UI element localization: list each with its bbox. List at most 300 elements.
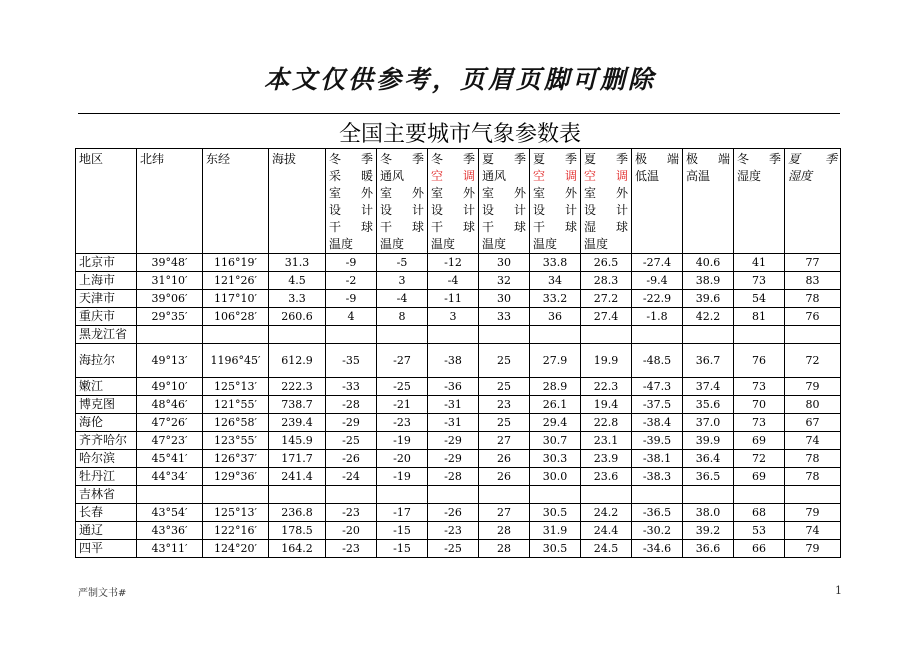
value-cell: 74 <box>785 432 841 450</box>
value-cell <box>734 326 785 344</box>
value-cell: -30.2 <box>632 522 683 540</box>
column-header-line: 空 调 <box>533 169 577 183</box>
city-cell: 长春 <box>76 504 137 522</box>
value-cell: -1.8 <box>632 308 683 326</box>
column-header-line: 室 外 <box>533 186 577 200</box>
value-cell: 33 <box>479 308 530 326</box>
value-cell: 81 <box>734 308 785 326</box>
value-cell: 23 <box>479 396 530 414</box>
value-cell: 36 <box>530 308 581 326</box>
altitude-cell: 171.7 <box>269 450 326 468</box>
value-cell <box>632 326 683 344</box>
value-cell: 3 <box>377 272 428 290</box>
value-cell: 54 <box>734 290 785 308</box>
value-cell: -27.4 <box>632 254 683 272</box>
latitude-cell: 47°26′ <box>137 414 203 432</box>
value-cell: -4 <box>428 272 479 290</box>
value-cell <box>530 326 581 344</box>
value-cell: 27 <box>479 432 530 450</box>
altitude-cell: 4.5 <box>269 272 326 290</box>
value-cell: 24.4 <box>581 522 632 540</box>
value-cell: -19 <box>377 432 428 450</box>
value-cell: 22.8 <box>581 414 632 432</box>
column-header <box>137 149 203 254</box>
value-cell: 25 <box>479 414 530 432</box>
column-header-line: 东经 <box>206 152 231 166</box>
value-cell: 23.1 <box>581 432 632 450</box>
column-header-line: 极 端 <box>686 152 730 166</box>
longitude-cell: 1196°45′ <box>203 344 269 378</box>
value-cell: -24 <box>326 468 377 486</box>
altitude-cell: 612.9 <box>269 344 326 378</box>
value-cell: 70 <box>734 396 785 414</box>
latitude-cell <box>137 326 203 344</box>
latitude-cell: 43°54′ <box>137 504 203 522</box>
column-header-line: 温度 <box>431 237 456 251</box>
latitude-cell <box>137 486 203 504</box>
longitude-cell: 129°36′ <box>203 468 269 486</box>
city-cell: 通辽 <box>76 522 137 540</box>
city-cell: 海拉尔 <box>76 344 137 378</box>
column-header-line: 夏 季 <box>584 152 628 166</box>
altitude-cell: 239.4 <box>269 414 326 432</box>
column-header <box>428 149 479 254</box>
value-cell: 26 <box>479 468 530 486</box>
longitude-cell <box>203 326 269 344</box>
column-header-line: 室 外 <box>584 186 628 200</box>
column-header-line: 低温 <box>635 169 660 183</box>
value-cell <box>632 486 683 504</box>
value-cell: 83 <box>785 272 841 290</box>
value-cell: -25 <box>428 540 479 558</box>
weather-parameter-table <box>75 148 841 558</box>
value-cell: -31 <box>428 396 479 414</box>
longitude-cell: 126°37′ <box>203 450 269 468</box>
value-cell <box>326 326 377 344</box>
value-cell: 30.5 <box>530 504 581 522</box>
value-cell: 31.9 <box>530 522 581 540</box>
latitude-cell: 31°10′ <box>137 272 203 290</box>
value-cell: 26.1 <box>530 396 581 414</box>
altitude-cell: 260.6 <box>269 308 326 326</box>
value-cell: 53 <box>734 522 785 540</box>
value-cell: -25 <box>377 378 428 396</box>
altitude-cell: 145.9 <box>269 432 326 450</box>
value-cell: -36 <box>428 378 479 396</box>
value-cell: 38.0 <box>683 504 734 522</box>
value-cell: 22.3 <box>581 378 632 396</box>
value-cell <box>581 326 632 344</box>
altitude-cell <box>269 326 326 344</box>
table-row <box>76 308 841 326</box>
latitude-cell: 49°10′ <box>137 378 203 396</box>
value-cell <box>479 326 530 344</box>
value-cell <box>785 486 841 504</box>
value-cell: 78 <box>785 468 841 486</box>
altitude-cell: 164.2 <box>269 540 326 558</box>
longitude-cell: 126°58′ <box>203 414 269 432</box>
column-header <box>377 149 428 254</box>
value-cell: 42.2 <box>683 308 734 326</box>
value-cell: 73 <box>734 272 785 290</box>
column-header-line: 夏 季 <box>788 152 837 166</box>
longitude-cell: 122°16′ <box>203 522 269 540</box>
column-header-line: 干 球 <box>533 220 577 234</box>
value-cell: 79 <box>785 378 841 396</box>
value-cell: -31 <box>428 414 479 432</box>
value-cell: 39.2 <box>683 522 734 540</box>
value-cell: 23.9 <box>581 450 632 468</box>
latitude-cell: 44°34′ <box>137 468 203 486</box>
altitude-cell: 241.4 <box>269 468 326 486</box>
value-cell: 73 <box>734 378 785 396</box>
value-cell: -39.5 <box>632 432 683 450</box>
column-header-line: 温度 <box>584 237 609 251</box>
value-cell <box>377 326 428 344</box>
column-header-line: 干 球 <box>329 220 373 234</box>
city-cell: 黑龙江省 <box>76 326 137 344</box>
value-cell: -23 <box>326 504 377 522</box>
value-cell: 27.9 <box>530 344 581 378</box>
value-cell: 79 <box>785 540 841 558</box>
value-cell: -29 <box>326 414 377 432</box>
column-header-line: 极 端 <box>635 152 679 166</box>
value-cell: 3 <box>428 308 479 326</box>
page-header-text: 本文仅供参考，页眉页脚可删除 <box>263 65 656 94</box>
table-row <box>76 254 841 272</box>
value-cell: -20 <box>377 450 428 468</box>
column-header <box>632 149 683 254</box>
value-cell: 19.4 <box>581 396 632 414</box>
value-cell: 37.4 <box>683 378 734 396</box>
column-header-line: 湿度 <box>788 169 813 183</box>
column-header-line: 温度 <box>329 237 354 251</box>
latitude-cell: 45°41′ <box>137 450 203 468</box>
value-cell: 78 <box>785 290 841 308</box>
table-row <box>76 378 841 396</box>
value-cell: 76 <box>785 308 841 326</box>
column-header-line: 室 外 <box>329 186 373 200</box>
longitude-cell: 125°13′ <box>203 378 269 396</box>
value-cell: 69 <box>734 432 785 450</box>
value-cell: 30 <box>479 254 530 272</box>
table-header-row <box>76 149 841 254</box>
table-row <box>76 272 841 290</box>
value-cell: 37.0 <box>683 414 734 432</box>
city-cell: 吉林省 <box>76 486 137 504</box>
value-cell: -27 <box>377 344 428 378</box>
city-cell: 齐齐哈尔 <box>76 432 137 450</box>
column-header-line: 设 计 <box>431 203 475 217</box>
value-cell: 27 <box>479 504 530 522</box>
value-cell <box>683 326 734 344</box>
value-cell: 26.5 <box>581 254 632 272</box>
value-cell: 30.5 <box>530 540 581 558</box>
value-cell: 36.4 <box>683 450 734 468</box>
value-cell: -38.4 <box>632 414 683 432</box>
column-header-line: 设 计 <box>380 203 424 217</box>
value-cell: -48.5 <box>632 344 683 378</box>
value-cell: 33.8 <box>530 254 581 272</box>
latitude-cell: 43°36′ <box>137 522 203 540</box>
value-cell: -5 <box>377 254 428 272</box>
column-header-line: 湿 球 <box>584 220 628 234</box>
table-row <box>76 522 841 540</box>
table-row <box>76 450 841 468</box>
value-cell <box>581 486 632 504</box>
value-cell: -29 <box>428 432 479 450</box>
longitude-cell: 117°10′ <box>203 290 269 308</box>
table-row <box>76 468 841 486</box>
longitude-cell: 106°28′ <box>203 308 269 326</box>
city-cell: 海伦 <box>76 414 137 432</box>
latitude-cell: 39°06′ <box>137 290 203 308</box>
column-header-line: 冬 季 <box>737 152 781 166</box>
table-row <box>76 290 841 308</box>
value-cell: -17 <box>377 504 428 522</box>
latitude-cell: 49°13′ <box>137 344 203 378</box>
column-header-line: 海拔 <box>272 152 297 166</box>
value-cell: -37.5 <box>632 396 683 414</box>
value-cell: 77 <box>785 254 841 272</box>
value-cell: 72 <box>785 344 841 378</box>
column-header-line: 设 计 <box>584 203 628 217</box>
value-cell: 69 <box>734 468 785 486</box>
longitude-cell: 125°13′ <box>203 504 269 522</box>
value-cell: 38.9 <box>683 272 734 290</box>
value-cell: -22.9 <box>632 290 683 308</box>
value-cell: 32 <box>479 272 530 290</box>
value-cell: 25 <box>479 378 530 396</box>
longitude-cell: 121°26′ <box>203 272 269 290</box>
value-cell: -28 <box>326 396 377 414</box>
value-cell: -21 <box>377 396 428 414</box>
column-header <box>479 149 530 254</box>
column-header-line: 夏 季 <box>533 152 577 166</box>
value-cell: -35 <box>326 344 377 378</box>
value-cell: 33.2 <box>530 290 581 308</box>
column-header <box>326 149 377 254</box>
value-cell: 19.9 <box>581 344 632 378</box>
column-header-line: 设 计 <box>533 203 577 217</box>
value-cell: -9 <box>326 254 377 272</box>
value-cell <box>326 486 377 504</box>
city-cell: 牡丹江 <box>76 468 137 486</box>
value-cell <box>785 326 841 344</box>
column-header-line: 通风 <box>482 169 507 183</box>
value-cell: 28.3 <box>581 272 632 290</box>
altitude-cell: 31.3 <box>269 254 326 272</box>
column-header-line: 通风 <box>380 169 405 183</box>
value-cell <box>683 486 734 504</box>
value-cell: 73 <box>734 414 785 432</box>
value-cell: 24.2 <box>581 504 632 522</box>
column-header-line: 地区 <box>79 152 104 166</box>
table-row <box>76 432 841 450</box>
value-cell: -26 <box>326 450 377 468</box>
value-cell: 68 <box>734 504 785 522</box>
table-row <box>76 326 841 344</box>
column-header-line: 温度 <box>380 237 405 251</box>
table-row <box>76 414 841 432</box>
value-cell: 28 <box>479 522 530 540</box>
value-cell: 23.6 <box>581 468 632 486</box>
column-header-line: 干 球 <box>431 220 475 234</box>
value-cell: 30.3 <box>530 450 581 468</box>
table-row <box>76 344 841 378</box>
column-header-line: 温度 <box>533 237 558 251</box>
value-cell: -47.3 <box>632 378 683 396</box>
value-cell: 41 <box>734 254 785 272</box>
value-cell: 36.7 <box>683 344 734 378</box>
value-cell: 28 <box>479 540 530 558</box>
altitude-cell: 222.3 <box>269 378 326 396</box>
value-cell: 28.9 <box>530 378 581 396</box>
column-header <box>785 149 841 254</box>
value-cell: -23 <box>428 522 479 540</box>
value-cell: 72 <box>734 450 785 468</box>
column-header-line: 空 调 <box>584 169 628 183</box>
value-cell: -38.1 <box>632 450 683 468</box>
value-cell: -36.5 <box>632 504 683 522</box>
value-cell: 76 <box>734 344 785 378</box>
header-rule <box>78 113 840 114</box>
value-cell: -38 <box>428 344 479 378</box>
column-header-line: 干 球 <box>380 220 424 234</box>
value-cell: 67 <box>785 414 841 432</box>
longitude-cell: 123°55′ <box>203 432 269 450</box>
column-header-line: 室 外 <box>380 186 424 200</box>
city-cell: 上海市 <box>76 272 137 290</box>
column-header <box>581 149 632 254</box>
value-cell: -23 <box>326 540 377 558</box>
value-cell: 39.6 <box>683 290 734 308</box>
column-header-line: 空 调 <box>431 169 475 183</box>
altitude-cell: 178.5 <box>269 522 326 540</box>
table-row <box>76 396 841 414</box>
city-cell: 哈尔滨 <box>76 450 137 468</box>
value-cell <box>479 486 530 504</box>
value-cell <box>377 486 428 504</box>
value-cell: 80 <box>785 396 841 414</box>
value-cell: 25 <box>479 344 530 378</box>
value-cell: 36.5 <box>683 468 734 486</box>
column-header-line: 温度 <box>482 237 507 251</box>
value-cell: 39.9 <box>683 432 734 450</box>
column-header <box>734 149 785 254</box>
column-header-line: 高温 <box>686 169 711 183</box>
value-cell: 79 <box>785 504 841 522</box>
column-header-line: 室 外 <box>482 186 526 200</box>
footer-text: 严制文书# <box>78 588 127 599</box>
latitude-cell: 39°48′ <box>137 254 203 272</box>
value-cell: -34.6 <box>632 540 683 558</box>
longitude-cell: 124°20′ <box>203 540 269 558</box>
value-cell: 35.6 <box>683 396 734 414</box>
value-cell: 66 <box>734 540 785 558</box>
column-header-line: 夏 季 <box>482 152 526 166</box>
value-cell: 27.2 <box>581 290 632 308</box>
column-header-line: 设 计 <box>482 203 526 217</box>
value-cell <box>428 486 479 504</box>
value-cell: 29.4 <box>530 414 581 432</box>
latitude-cell: 29°35′ <box>137 308 203 326</box>
latitude-cell: 47°23′ <box>137 432 203 450</box>
city-cell: 重庆市 <box>76 308 137 326</box>
altitude-cell: 236.8 <box>269 504 326 522</box>
value-cell: 30.0 <box>530 468 581 486</box>
altitude-cell: 3.3 <box>269 290 326 308</box>
value-cell: 30 <box>479 290 530 308</box>
value-cell: 4 <box>326 308 377 326</box>
column-header <box>530 149 581 254</box>
column-header-line: 设 计 <box>329 203 373 217</box>
longitude-cell: 116°19′ <box>203 254 269 272</box>
value-cell: -33 <box>326 378 377 396</box>
latitude-cell: 48°46′ <box>137 396 203 414</box>
column-header-line: 采 暖 <box>329 169 373 183</box>
value-cell: -19 <box>377 468 428 486</box>
value-cell: -28 <box>428 468 479 486</box>
value-cell: -12 <box>428 254 479 272</box>
page-number: 1 <box>835 584 842 597</box>
column-header-line: 冬 季 <box>431 152 475 166</box>
table-row <box>76 504 841 522</box>
column-header-line: 干 球 <box>482 220 526 234</box>
column-header-line: 湿度 <box>737 169 762 183</box>
value-cell: -25 <box>326 432 377 450</box>
column-header <box>203 149 269 254</box>
value-cell: -9.4 <box>632 272 683 290</box>
table-title: 全国主要城市气象参数表 <box>338 122 581 147</box>
altitude-cell <box>269 486 326 504</box>
table-row <box>76 486 841 504</box>
value-cell: -38.3 <box>632 468 683 486</box>
value-cell: 74 <box>785 522 841 540</box>
column-header-line: 北纬 <box>140 152 165 166</box>
value-cell: 26 <box>479 450 530 468</box>
value-cell: 78 <box>785 450 841 468</box>
city-cell: 北京市 <box>76 254 137 272</box>
table-row <box>76 540 841 558</box>
value-cell: 34 <box>530 272 581 290</box>
altitude-cell: 738.7 <box>269 396 326 414</box>
column-header <box>683 149 734 254</box>
value-cell: 27.4 <box>581 308 632 326</box>
value-cell: 24.5 <box>581 540 632 558</box>
value-cell <box>428 326 479 344</box>
longitude-cell: 121°55′ <box>203 396 269 414</box>
city-cell: 博克图 <box>76 396 137 414</box>
city-cell: 四平 <box>76 540 137 558</box>
column-header <box>76 149 137 254</box>
value-cell: -29 <box>428 450 479 468</box>
value-cell: -15 <box>377 540 428 558</box>
value-cell <box>530 486 581 504</box>
column-header <box>269 149 326 254</box>
value-cell: 30.7 <box>530 432 581 450</box>
city-cell: 天津市 <box>76 290 137 308</box>
value-cell: 8 <box>377 308 428 326</box>
column-header-line: 冬 季 <box>380 152 424 166</box>
value-cell <box>734 486 785 504</box>
latitude-cell: 43°11′ <box>137 540 203 558</box>
value-cell: -11 <box>428 290 479 308</box>
column-header-line: 冬 季 <box>329 152 373 166</box>
value-cell: -26 <box>428 504 479 522</box>
longitude-cell <box>203 486 269 504</box>
column-header-line: 室 外 <box>431 186 475 200</box>
